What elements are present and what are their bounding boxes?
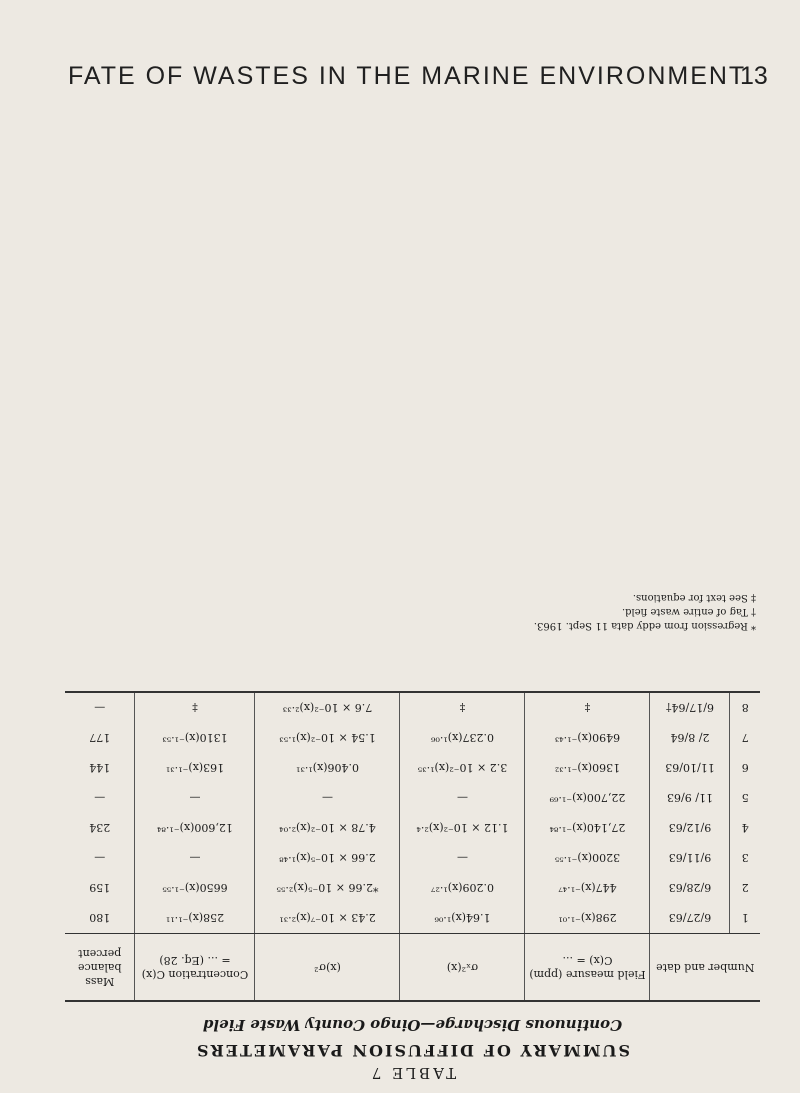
table-cell: 1.54 × 10⁻²(x)¹·⁵³ — [255, 723, 400, 753]
table-cell: ‡ — [525, 693, 650, 723]
table-header-row — [65, 934, 760, 1001]
row-number: 1 — [741, 911, 749, 925]
table-cell: 159 — [65, 873, 135, 903]
column-header: Field measure (ppm) C(x) = ... — [525, 934, 650, 1001]
page-header — [0, 0, 800, 110]
row-number: 5 — [741, 791, 749, 805]
table-cell: 1360(x)⁻¹·³² — [525, 753, 650, 783]
table-cell: 258(x)⁻¹·¹¹ — [135, 903, 255, 934]
table-row — [65, 843, 760, 873]
table-cell: 447(x)⁻¹·⁴⁷ — [525, 873, 650, 903]
table-row — [65, 873, 760, 903]
column-header: σₓ²(x) — [400, 934, 525, 1001]
table-subtitle: Continuous Discharge—Oingo County Waste Field — [202, 1016, 623, 1034]
table-row — [65, 783, 760, 813]
row-number: 2 — [741, 881, 749, 895]
table-cell: *2.66 × 10⁻⁵(x)²·⁵⁵ — [255, 873, 400, 903]
diffusion-table — [65, 691, 760, 1002]
table-cell: 1.12 × 10⁻²(x)²·⁴ — [400, 813, 525, 843]
table-cell: ‡ — [135, 693, 255, 723]
table-cell: 6650(x)⁻¹·⁵⁵ — [135, 873, 255, 903]
table-cell: 0.406(x)¹·³¹ — [255, 753, 400, 783]
row-number: 7 — [741, 731, 749, 745]
table-cell: — — [65, 783, 135, 813]
table-cell: 180 — [65, 903, 135, 934]
column-header: Number and date — [650, 934, 760, 1001]
row-number: 3 — [741, 851, 749, 865]
table-cell: ‡ — [400, 693, 525, 723]
table-number: TABLE 7 — [368, 1064, 457, 1082]
table-cell: 27,140(x)⁻¹·⁸⁴ — [525, 813, 650, 843]
column-header: Concentration C(x) = ... (Eq. 28) — [135, 934, 255, 1001]
table-cell: 1310(x)⁻¹·⁵³ — [135, 723, 255, 753]
table-cell: 163(x)⁻¹·³¹ — [135, 753, 255, 783]
table-cell: 177 — [65, 723, 135, 753]
table-cell: 4.78 × 10⁻²(x)²·⁰⁴ — [255, 813, 400, 843]
row-date: 6/17/64† — [650, 693, 730, 723]
row-date: 9/12/63 — [650, 813, 730, 843]
table-cell: — — [65, 843, 135, 873]
row-number: 4 — [741, 821, 749, 835]
table-row — [65, 723, 760, 753]
table-row — [65, 753, 760, 783]
table-cell: 0.237(x)¹·⁰⁶ — [400, 723, 525, 753]
table-cell: — — [400, 783, 525, 813]
table-cell: 0.209(x)¹·²⁷ — [400, 873, 525, 903]
table-cell: 3200(x)⁻¹·⁵⁵ — [525, 843, 650, 873]
row-date: 11/ 9/63 — [650, 783, 730, 813]
table-title: SUMMARY OF DIFFUSION PARAMETERS — [194, 1041, 631, 1060]
row-date: 11/10/63 — [650, 753, 730, 783]
table-cell: 3.2 × 10⁻²(x)¹·³⁵ — [400, 753, 525, 783]
page-number: 13 — [740, 62, 768, 90]
table-cell: — — [135, 843, 255, 873]
table-cell: 12,600(x)⁻¹·⁸⁴ — [135, 813, 255, 843]
table-cell: 144 — [65, 753, 135, 783]
footnote: * Regression from eddy data 11 Sept. 1963. — [533, 620, 756, 631]
column-header: Mass balance percent — [65, 934, 135, 1001]
table-cell: 7.6 × 10⁻²(x)²·³³ — [255, 693, 400, 723]
table-row — [65, 813, 760, 843]
table-footnotes — [65, 590, 760, 632]
row-number: 6 — [741, 761, 749, 775]
table-cell: 22,700(x)⁻¹·⁶⁹ — [525, 783, 650, 813]
footnote: † Tag of entire waste field. — [621, 606, 756, 617]
table-cell: 6490(x)⁻¹·⁴³ — [525, 723, 650, 753]
row-date: 6/28/63 — [650, 873, 730, 903]
row-date: 6/27/63 — [650, 903, 730, 934]
table-cell: — — [255, 783, 400, 813]
table-cell: — — [135, 783, 255, 813]
row-date: 2/ 8/64 — [650, 723, 730, 753]
table-cell: 2.43 × 10⁻⁷(x)²·³¹ — [255, 903, 400, 934]
table-cell: 2.66 × 10⁻⁵(x)¹·⁴⁸ — [255, 843, 400, 873]
footnote: ‡ See text for equations. — [632, 592, 756, 603]
table-cell: — — [400, 843, 525, 873]
table-cell: — — [65, 693, 135, 723]
table-cell: 1.64(x)¹·⁰⁶ — [400, 903, 525, 934]
row-date: 9/11/63 — [650, 843, 730, 873]
table-row — [65, 903, 760, 934]
rotated-table-area — [65, 112, 760, 1082]
column-header: (x)σ² — [255, 934, 400, 1001]
table-cell: 234 — [65, 813, 135, 843]
running-title: FATE OF WASTES IN THE MARINE ENVIRONMENT — [68, 62, 747, 90]
table-cell: 298(x)⁻¹·⁰¹ — [525, 903, 650, 934]
row-number: 8 — [741, 701, 749, 715]
table-row — [65, 693, 760, 723]
